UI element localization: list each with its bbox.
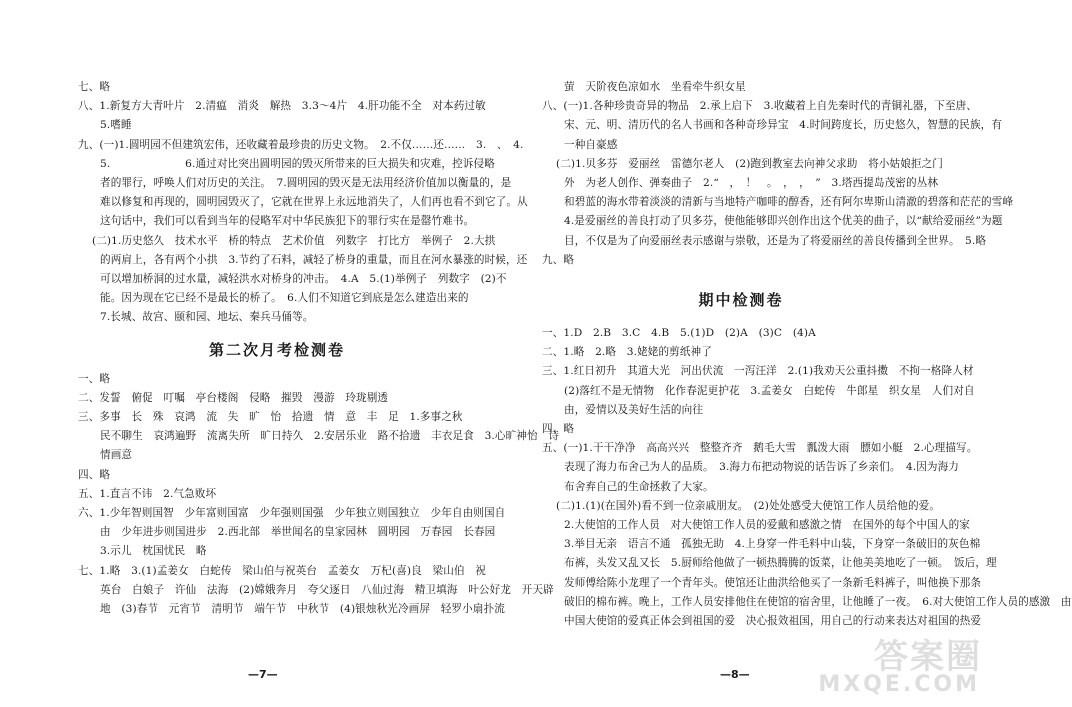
answer-line: 的两肩上，各有两个小拱 3.节约了石料，减轻了桥身的重量，而且在河水暴涨的时候，还 bbox=[100, 253, 528, 266]
answer-line: 二、发誓 俯促 叮嘱 亭台楼阁 侵略 摧毁 漫游 玲珑剔透 bbox=[78, 391, 389, 404]
watermark-sub-text: MXQE.COM bbox=[818, 672, 980, 697]
left-section-title: 第二次月考检测卷 bbox=[208, 340, 345, 359]
answer-line: 2.大使馆的工作人员 对大使馆工作人员的爱戴和感激之情 在国外的每个中国人的家 bbox=[564, 519, 970, 532]
answer-line: 七、略 bbox=[78, 81, 111, 93]
answer-line: 八、1.新复方大青叶片 2.清瘟 消炎 解热 3.3～4片 4.肝功能不全 对本药过敏 bbox=[78, 100, 486, 113]
answer-line: 英台 白娘子 许仙 法海 (2)嫦娥奔月 夸父逐日 八仙过海 精卫填海 叶公好龙 开天辟 bbox=[100, 583, 554, 596]
answer-line: (二)1.历史悠久 技术水平 桥的特点 艺术价值 列数字 打比方 举例子 2.大拱 bbox=[92, 234, 496, 247]
answer-line: 民不聊生 哀鸿遍野 流离失所 旷日持久 2.安居乐业 路不拾遗 丰衣足食 3.心旷神怡 诗 bbox=[100, 430, 560, 443]
answer-line: 外 为老人创作、弹奏曲子 2.“ ， ！ 。 ， ， ” 3.塔西提岛茂密的丛林 bbox=[564, 177, 939, 190]
answer-line: 难以修复和再现的，圆明园毁灭了，它就在世界上永远地消失了，人们再也看不到它了。从 bbox=[100, 196, 528, 209]
answer-line: 三、多事 长 殊 哀鸿 流 失 旷 怡 拾遗 情 意 丰 足 1.多事之秋 bbox=[78, 411, 463, 424]
answer-line: 布裤，头发又乱又长 5.厨师给他做了一顿热腾腾的饭菜，让他美美地吃了一顿。 饭后，理 bbox=[564, 557, 997, 570]
answer-line: 六、1.少年智则国智 少年富则国富 少年强则国强 少年独立则国独立 少年自由则国自 bbox=[78, 507, 506, 520]
answer-line: 目，不仅是为了向爱丽丝表示感谢与崇敬，还是为了将爱丽丝的善良传播到全世界。 5.略 bbox=[564, 234, 987, 247]
answer-line: 萤 天阶夜色凉如水 坐看牵牛织女星 bbox=[564, 81, 746, 93]
left-answers-top bbox=[78, 78, 528, 328]
left-answers-bottom bbox=[78, 370, 560, 620]
answer-line: 四、略 bbox=[78, 468, 111, 481]
answer-line: 七、1.略 3.(1)孟姜女 白蛇传 梁山伯与祝英台 孟姜女 万杞(喜)良 梁山伯 祝 bbox=[78, 564, 486, 577]
answer-line: (2)落红不是无情物 化作春泥更护花 3.孟姜女 白蛇传 牛郎星 织女星 人们对自 bbox=[564, 384, 975, 397]
right-answers-top bbox=[542, 78, 1014, 270]
answer-line: 破旧的棉布裤。晚上，工作人员安排他住在使馆的宿舍里，让他睡了一夜。 6.对大使馆工作人员的感激 由 bbox=[564, 595, 1072, 608]
answer-line: 由 少年进步则国进步 2.西北部 举世闻名的皇家园林 圆明园 万春园 长春园 bbox=[100, 526, 496, 539]
answer-line: 五、(一)1.干干净净 高高兴兴 整整齐齐 鹅毛大雪 瓢泼大雨 膘如小艇 2.心理描写。 bbox=[542, 442, 978, 455]
answer-line: 地 (3)春节 元宵节 清明节 端午节 中秋节 (4)银烛秋光冷画屏 轻罗小扇扑流 bbox=[100, 603, 505, 616]
answer-line: 一、略 bbox=[78, 372, 111, 385]
answer-line: 宋、元、明、清历代的名人书画和各种奇珍异宝 4.时间跨度长，历史悠久，智慧的民族，有 bbox=[564, 119, 1003, 132]
watermark-logo bbox=[790, 629, 990, 699]
answer-line: 五、1.直言不讳 2.气急败坏 bbox=[78, 487, 217, 500]
answer-line: 这句话中，我们可以看到当年的侵略军对中华民族犯下的罪行实在是罄竹难书。 bbox=[100, 215, 475, 228]
answer-line: 九、(一)1.圆明园不但建筑宏伟，还收藏着最珍贵的历史文物。 2.不仅……还…… 3. 、 4. bbox=[78, 138, 524, 151]
answer-line: 一种自豪感 bbox=[564, 138, 618, 151]
answer-line: 能。因为现在它已经不是最长的桥了。 6.人们不知道它到底是怎么建造出来的 bbox=[100, 292, 469, 305]
answer-line: 一、1.D 2.B 3.C 4.B 5.(1)D (2)A (3)C (4)A bbox=[542, 327, 816, 340]
answer-line: 可以增加桥洞的过水量，减轻洪水对桥身的冲击。 4.A 5.(1)举例子 列数字 (2)不 bbox=[100, 273, 507, 286]
right-answers-bottom bbox=[542, 324, 1072, 631]
answer-line: 中国大使馆的爱真正体会到祖国的爱 决心报效祖国，用自己的行动来表达对祖国的热爱 bbox=[564, 615, 982, 628]
answer-line: 三、1.红日初升 其道大光 河出伏流 一泻汪洋 2.(1)我劝天公重抖擞 不拘一格降人材 bbox=[542, 365, 974, 378]
answer-line: 发师傅给陈小龙理了一个青年头。使馆还让曲洪给他买了一条新毛料裤子，叫他换下那条 bbox=[564, 576, 982, 589]
answer-line: 表现了海力布舍己为人的品质。 3.海力布把动物说的话告诉了乡亲们。 4.因为海力 bbox=[564, 461, 959, 474]
answer-line: 由，爱情以及美好生活的向往 bbox=[564, 403, 704, 416]
answer-line: 3.举目无亲 语言不通 孤独无助 4.上身穿一件毛料中山装，下身穿一条破旧的灰色棉 bbox=[564, 538, 981, 551]
answer-line: 5.嗜睡 bbox=[100, 119, 132, 132]
right-section-title: 期中检测卷 bbox=[698, 291, 784, 310]
answer-line: 者的罪行，呼唤人们对历史的关注。 7.圆明园的毁灭是无法用经济价值加以衡量的，是 bbox=[100, 177, 512, 190]
answer-line: 3.示儿 枕国忧民 略 bbox=[100, 545, 207, 558]
answer-line: 四、略 bbox=[542, 423, 575, 436]
answer-line: 和碧蓝的海水带着淡淡的清新与当地特产咖啡的醇香，还有阿尔卑斯山清澈的碧落和茫茫的雪峰 bbox=[564, 196, 1014, 209]
answer-line: 情画意 bbox=[100, 449, 133, 462]
right-page bbox=[500, 0, 1072, 707]
answer-line: 布舍弃自己的生命拯救了大家。 bbox=[564, 480, 714, 493]
answer-line: 二、1.略 2.略 3.姥姥的剪纸神了 bbox=[542, 346, 712, 359]
answer-line: 7.长城、故宫、颐和园、地坛、秦兵马俑等。 bbox=[100, 311, 314, 324]
right-page-number: —8— bbox=[720, 668, 750, 681]
answer-line: (二)1.贝多芬 爱丽丝 雷德尔老人 (2)跑到教室去向神父求助 将小姑娘拒之门 bbox=[556, 157, 943, 170]
left-page-number: —7— bbox=[248, 668, 278, 681]
answer-line: 九、略 bbox=[542, 253, 575, 266]
answer-line: 八、(一)1.各种珍贵奇异的物品 2.承上启下 3.收藏着上自先秦时代的青铜礼器，下至唐、 bbox=[542, 100, 978, 113]
watermark-main-text: 答案圈 bbox=[874, 637, 982, 677]
answer-line: 4.是爱丽丝的善良打动了贝多芬，使他能够即兴创作出这个优美的曲子，以“献给爱丽丝”为题 bbox=[564, 215, 1003, 228]
answer-line: (二)1.(1)(在国外)看不到一位亲戚朋友。 (2)处处感受大使馆工作人员给他的爱。 bbox=[556, 499, 941, 512]
answer-line: 5. 6.通过对比突出圆明园的毁灭所带来的巨大损失和灾难，控诉侵略 bbox=[100, 157, 495, 170]
